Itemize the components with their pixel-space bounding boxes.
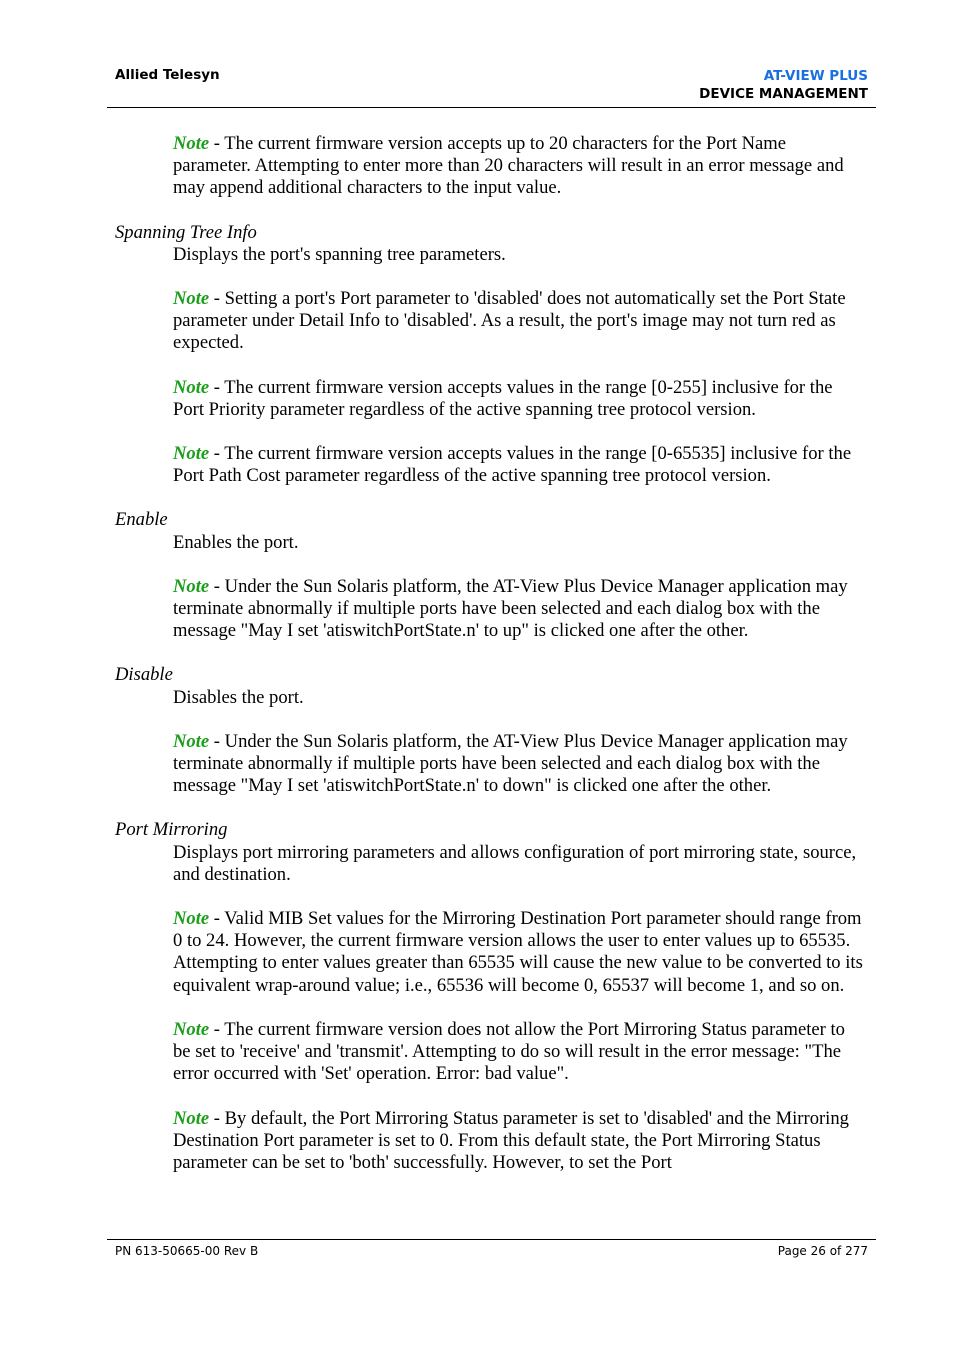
enable-desc: Enables the port. xyxy=(173,531,299,553)
header-section: DEVICE MANAGEMENT xyxy=(699,86,868,102)
note-label: Note xyxy=(173,730,210,752)
enable-note: Note - Under the Sun Solaris platform, the AT-View Plus Device Manager application may terminate abnormally if multiple ports have been selected and each dialog box with the message "May I set 'atiswitchPortState.n' to up" is clicked one after the other. xyxy=(173,575,848,642)
spanning-tree-note-3: Note - The current firmware version accepts values in the range [0-65535] inclusive for the Port Path Cost parameter regardless of the active spanning tree protocol version. xyxy=(173,443,852,487)
page-content xyxy=(115,133,865,1174)
note-label: Note xyxy=(173,1107,210,1129)
note-label: Note xyxy=(173,575,210,597)
disable-note: Note - Under the Sun Solaris platform, the AT-View Plus Device Manager application may terminate abnormally if multiple ports have been selected and each dialog box with the message "May I set 'atiswitchPortState.n' to down" is clicked one after the other. xyxy=(173,730,848,797)
note-label: Note xyxy=(173,133,210,154)
header-product: AT-VIEW PLUS xyxy=(763,68,868,84)
disable-desc: Disables the port. xyxy=(173,686,304,708)
section-heading-disable: Disable xyxy=(115,664,173,686)
note-label: Note xyxy=(173,908,210,930)
spanning-tree-note-1: Note - Setting a port's Port parameter to 'disabled' does not automatically set the Port State parameter under Detail Info to 'disabled'. As a result, the port's image may not turn red as expected. xyxy=(173,288,846,354)
port-name-note: Note - The current firmware version accepts up to 20 characters for the Port Name parameter. Attempting to enter more than 20 characters will result in an error message and may append additional characters to the input value. xyxy=(173,133,844,199)
section-heading-enable: Enable xyxy=(115,509,168,531)
note-label: Note xyxy=(173,288,210,310)
header-rule xyxy=(107,107,876,108)
footer-part-number: PN 613-50665-00 Rev B xyxy=(115,1244,259,1258)
spanning-tree-desc: Displays the port's spanning tree parameters. xyxy=(173,243,506,265)
footer-rule xyxy=(107,1239,876,1240)
port-mirroring-note-1: Note - Valid MIB Set values for the Mirroring Destination Port parameter should range from 0 to 24. However, the current firmware version allows the user to enter values up to 65535. Attempting to enter values greater than 65535 will cause the new value to be converted to its equivalent wrap-around value; i.e., 65536 will become 0, 65537 will become 1, and so on. xyxy=(173,908,863,996)
note-label: Note xyxy=(173,443,210,465)
port-mirroring-note-3: Note - By default, the Port Mirroring Status parameter is set to 'disabled' and the Mirroring Destination Port parameter is set to 0. From this default state, the Port Mirroring Status parameter can be set to 'both' successfully. However, to set the Port xyxy=(173,1107,849,1173)
note-label: Note xyxy=(173,376,210,398)
header-right xyxy=(699,67,868,103)
spanning-tree-note-2: Note - The current firmware version accepts values in the range [0-255] inclusive for the Port Priority parameter regardless of the active spanning tree protocol version. xyxy=(173,376,833,420)
port-mirroring-desc: Displays port mirroring parameters and allows configuration of port mirroring state, source, and destination. xyxy=(173,841,857,885)
port-mirroring-note-2: Note - The current firmware version does not allow the Port Mirroring Status parameter to be set to 'receive' and 'transmit'. Attempting to do so will result in the error message: "The error occurred with 'Set' operation. Error: bad value". xyxy=(173,1018,845,1085)
section-heading-spanning-tree: Spanning Tree Info xyxy=(115,221,257,243)
header-company: Allied Telesyn xyxy=(115,67,220,83)
section-heading-port-mirroring: Port Mirroring xyxy=(115,819,228,841)
note-label: Note xyxy=(173,1018,210,1040)
footer-page-number: Page 26 of 277 xyxy=(777,1244,868,1258)
